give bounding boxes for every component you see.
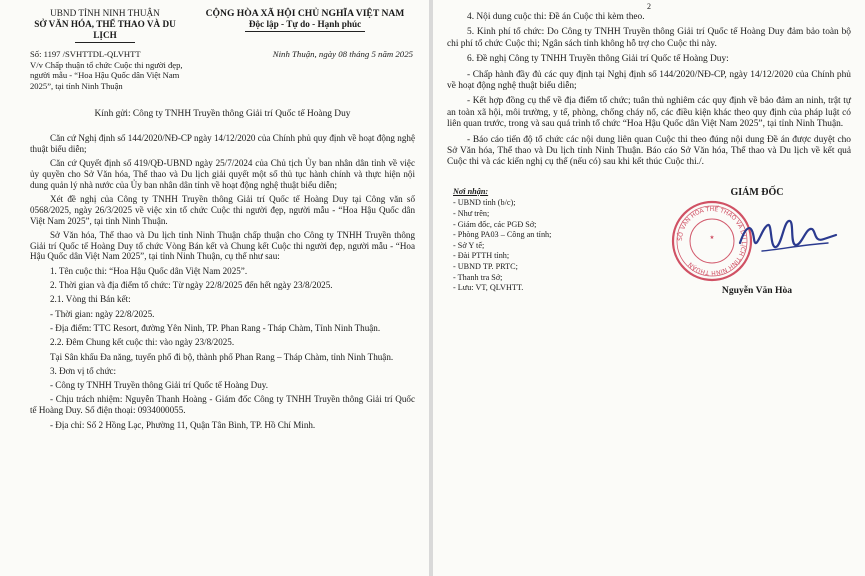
recipient-item: - Thanh tra Sở;	[453, 272, 503, 282]
document-page-1	[0, 0, 429, 576]
paragraph: 2.1. Vòng thi Bán kết:	[50, 294, 131, 305]
header-rule	[75, 42, 135, 43]
department-name: SỞ VĂN HÓA, THỂ THAO VÀ DU LỊCH	[34, 19, 176, 40]
recipient-item: - Như trên;	[453, 209, 490, 219]
paragraph: Tại Sân khấu Đa năng, tuyến phố đi bộ, thành phố Phan Rang – Tháp Chàm, tỉnh Ninh Thuận.	[50, 351, 394, 362]
document-number: Số: 1197 /SVHTTDL-QLVHTT	[30, 49, 141, 59]
issuing-organization	[30, 8, 180, 47]
national-title	[195, 8, 415, 47]
document-page-2	[433, 0, 865, 576]
handwritten-signature-icon	[732, 205, 842, 265]
paragraph: 2.2. Đêm Chung kết cuộc thi: vào ngày 23/8/2025.	[50, 337, 235, 348]
paragraph: - Thời gian: ngày 22/8/2025.	[50, 308, 155, 319]
paragraph: - Công ty TNHH Truyền thông Giải trí Quốc tế Hoàng Duy.	[50, 380, 268, 391]
nation-name: CỘNG HÒA XÃ HỘI CHỦ NGHĨA VIỆT NAM	[205, 8, 405, 19]
paragraph: Sở Văn hóa, Thể thao và Du lịch tỉnh Ninh Thuận chấp thuận cho Công ty TNHH Truyền thông Giải trí Quốc tế Hoàng Duy tổ chức Vòng Bán kết và Chung kết Cuộc thi người đẹp, người mẫu - “Hoa Hậu Quốc dân Việt Nam 2025”, tại tỉnh Ninh Thuận, cụ thể như sau:	[30, 229, 415, 262]
paragraph: 1. Tên cuộc thi: “Hoa Hậu Quốc dân Việt Nam 2025”.	[50, 265, 248, 276]
paragraph: - Kết hợp đồng cụ thể về địa điểm tổ chức; tuân thủ nghiêm các quy định về bảo đảm an ninh, trật tự an toàn xã hội, môi trường, y tế, phòng, chống cháy nổ, các điều kiện khác theo quy định của pháp luật có liên quan trước, trong và sau quá trình tổ chức “Hoa Hậu Quốc dân Việt Nam 2025”, tại tỉnh Ninh Thuận.	[447, 96, 851, 130]
recipient-item: - Lưu: VT, QLVHTT.	[453, 283, 524, 293]
paragraph: Căn cứ Nghị định số 144/2020/NĐ-CP ngày 14/12/2020 của Chính phủ quy định về hoạt động nghệ thuật biểu diễn;	[30, 133, 415, 154]
document-subject: V/v Chấp thuận tổ chức Cuộc thi người đẹp, người mẫu - “Hoa Hậu Quốc dân Việt Nam 2025”, tại tỉnh Ninh Thuận	[30, 59, 183, 91]
parent-organization: UBND TỈNH NINH THUẬN	[50, 8, 160, 18]
addressee: Kính gửi: Công ty TNHH Truyền thông Giải trí Quốc tế Hoàng Duy	[94, 109, 351, 119]
paragraph: - Chịu trách nhiệm: Nguyễn Thanh Hoàng - Giám đốc Công ty TNHH Truyền thông Giải trí Quốc tế Hoàng Duy. Số điện thoại: 0934000055.	[30, 394, 415, 416]
page-number: 2	[647, 2, 651, 11]
document-reference	[30, 49, 204, 91]
signer-name: Nguyễn Văn Hòa	[721, 284, 793, 296]
paragraph: 4. Nội dung cuộc thi: Đề án Cuộc thi kèm theo.	[467, 12, 645, 22]
national-motto: Độc lập - Tự do - Hạnh phúc	[248, 19, 362, 29]
paragraph: - Chấp hành đầy đủ các quy định tại Nghị định số 144/2020/NĐ-CP, ngày 14/12/2020 của Chính phủ về hoạt động nghệ thuật biểu diễn;	[447, 69, 851, 92]
paragraph: Căn cứ Quyết định số 419/QĐ-UBND ngày 25/7/2024 của Chủ tịch Ủy ban nhân dân tỉnh về việc ủy quyền cho Sở Văn hóa, Thể thao và Du lịch giải quyết một số thủ tục hành chính và thực hiện nội dung quản lý nhà nước của Ủy ban nhân dân tỉnh về hoạt động nghệ thuật biểu diễn;	[30, 158, 415, 190]
body-text-page-2	[447, 12, 851, 169]
paragraph: - Địa chỉ: Số 2 Hồng Lạc, Phường 11, Quận Tân Bình, TP. Hồ Chí Minh.	[50, 419, 316, 430]
paragraph: 5. Kinh phí tổ chức: Do Công ty TNHH Truyền thông Giải trí Quốc tế Hoàng Duy đảm bảo toàn bộ chi phí tổ chức Cuộc thi; Ngân sách tỉnh không hỗ trợ cho Cuộc thi này.	[447, 27, 851, 49]
document-header	[30, 8, 415, 47]
recipient-item: - Giám đốc, các PGĐ Sở;	[453, 219, 537, 229]
recipients-list	[453, 187, 653, 294]
recipients-title: Nơi nhận:	[453, 186, 489, 196]
svg-text:SỞ VĂN HÓA THỂ THAO VÀ DU LỊCH: SỞ VĂN HÓA THỂ THAO VÀ DU LỊCH TỈNH NINH THUẬN	[676, 205, 748, 276]
recipient-item: - UBND tỉnh (b/c);	[453, 198, 516, 208]
paragraph: Xét đề nghị của Công ty TNHH Truyền thông Giải trí Quốc tế Hoàng Duy tại Công văn số 0568/2025, ngày 26/3/2025 về việc xin tổ chức Cuộc thi người đẹp, người mẫu - “Hoa Hậu Quốc dân Việt Nam 2025”, tại tỉnh Ninh Thuận.	[30, 193, 415, 226]
paragraph: - Địa điểm: TTC Resort, đường Yên Ninh, TP. Phan Rang - Tháp Chàm, Tỉnh Ninh Thuận.	[50, 322, 381, 333]
paragraph: 2. Thời gian và địa điểm tổ chức: Từ ngày 22/8/2025 đến hết ngày 23/8/2025.	[50, 280, 333, 291]
recipient-item: - Sở Y tế;	[453, 240, 485, 250]
motto-rule	[245, 31, 365, 32]
recipient-item: - Phòng PA03 – Công an tỉnh;	[453, 230, 552, 240]
recipient-item: - UBND TP. PRTC;	[453, 262, 518, 272]
issue-date: Ninh Thuận, ngày 08 tháng 5 năm 2025	[272, 49, 413, 59]
body-text-page-1	[30, 133, 415, 430]
reference-row	[30, 49, 415, 91]
svg-text:★: ★	[709, 234, 715, 241]
signer-role: GIÁM ĐỐC	[730, 186, 784, 198]
signature-section	[447, 187, 851, 327]
paragraph: 6. Đề nghị Công ty TNHH Truyền thông Giải trí Quốc tế Hoàng Duy:	[467, 54, 729, 65]
recipient-item: - Đài PTTH tỉnh;	[453, 251, 510, 261]
paragraph: - Báo cáo tiến độ tổ chức các nội dung liên quan Cuộc thi theo đúng nội dung Đề án được duyệt cho Sở Văn hóa, Thể thao và Du lịch tỉnh Ninh Thuận. Báo cáo Sở Văn hóa, Thể thao và Du lịch về kết quả Cuộc thi và các kiến nghị cụ thể (nếu có) sau khi kết thúc Cuộc thi./.	[447, 134, 851, 168]
paragraph: 3. Đơn vị tổ chức:	[50, 365, 117, 376]
signer-block	[662, 186, 852, 296]
